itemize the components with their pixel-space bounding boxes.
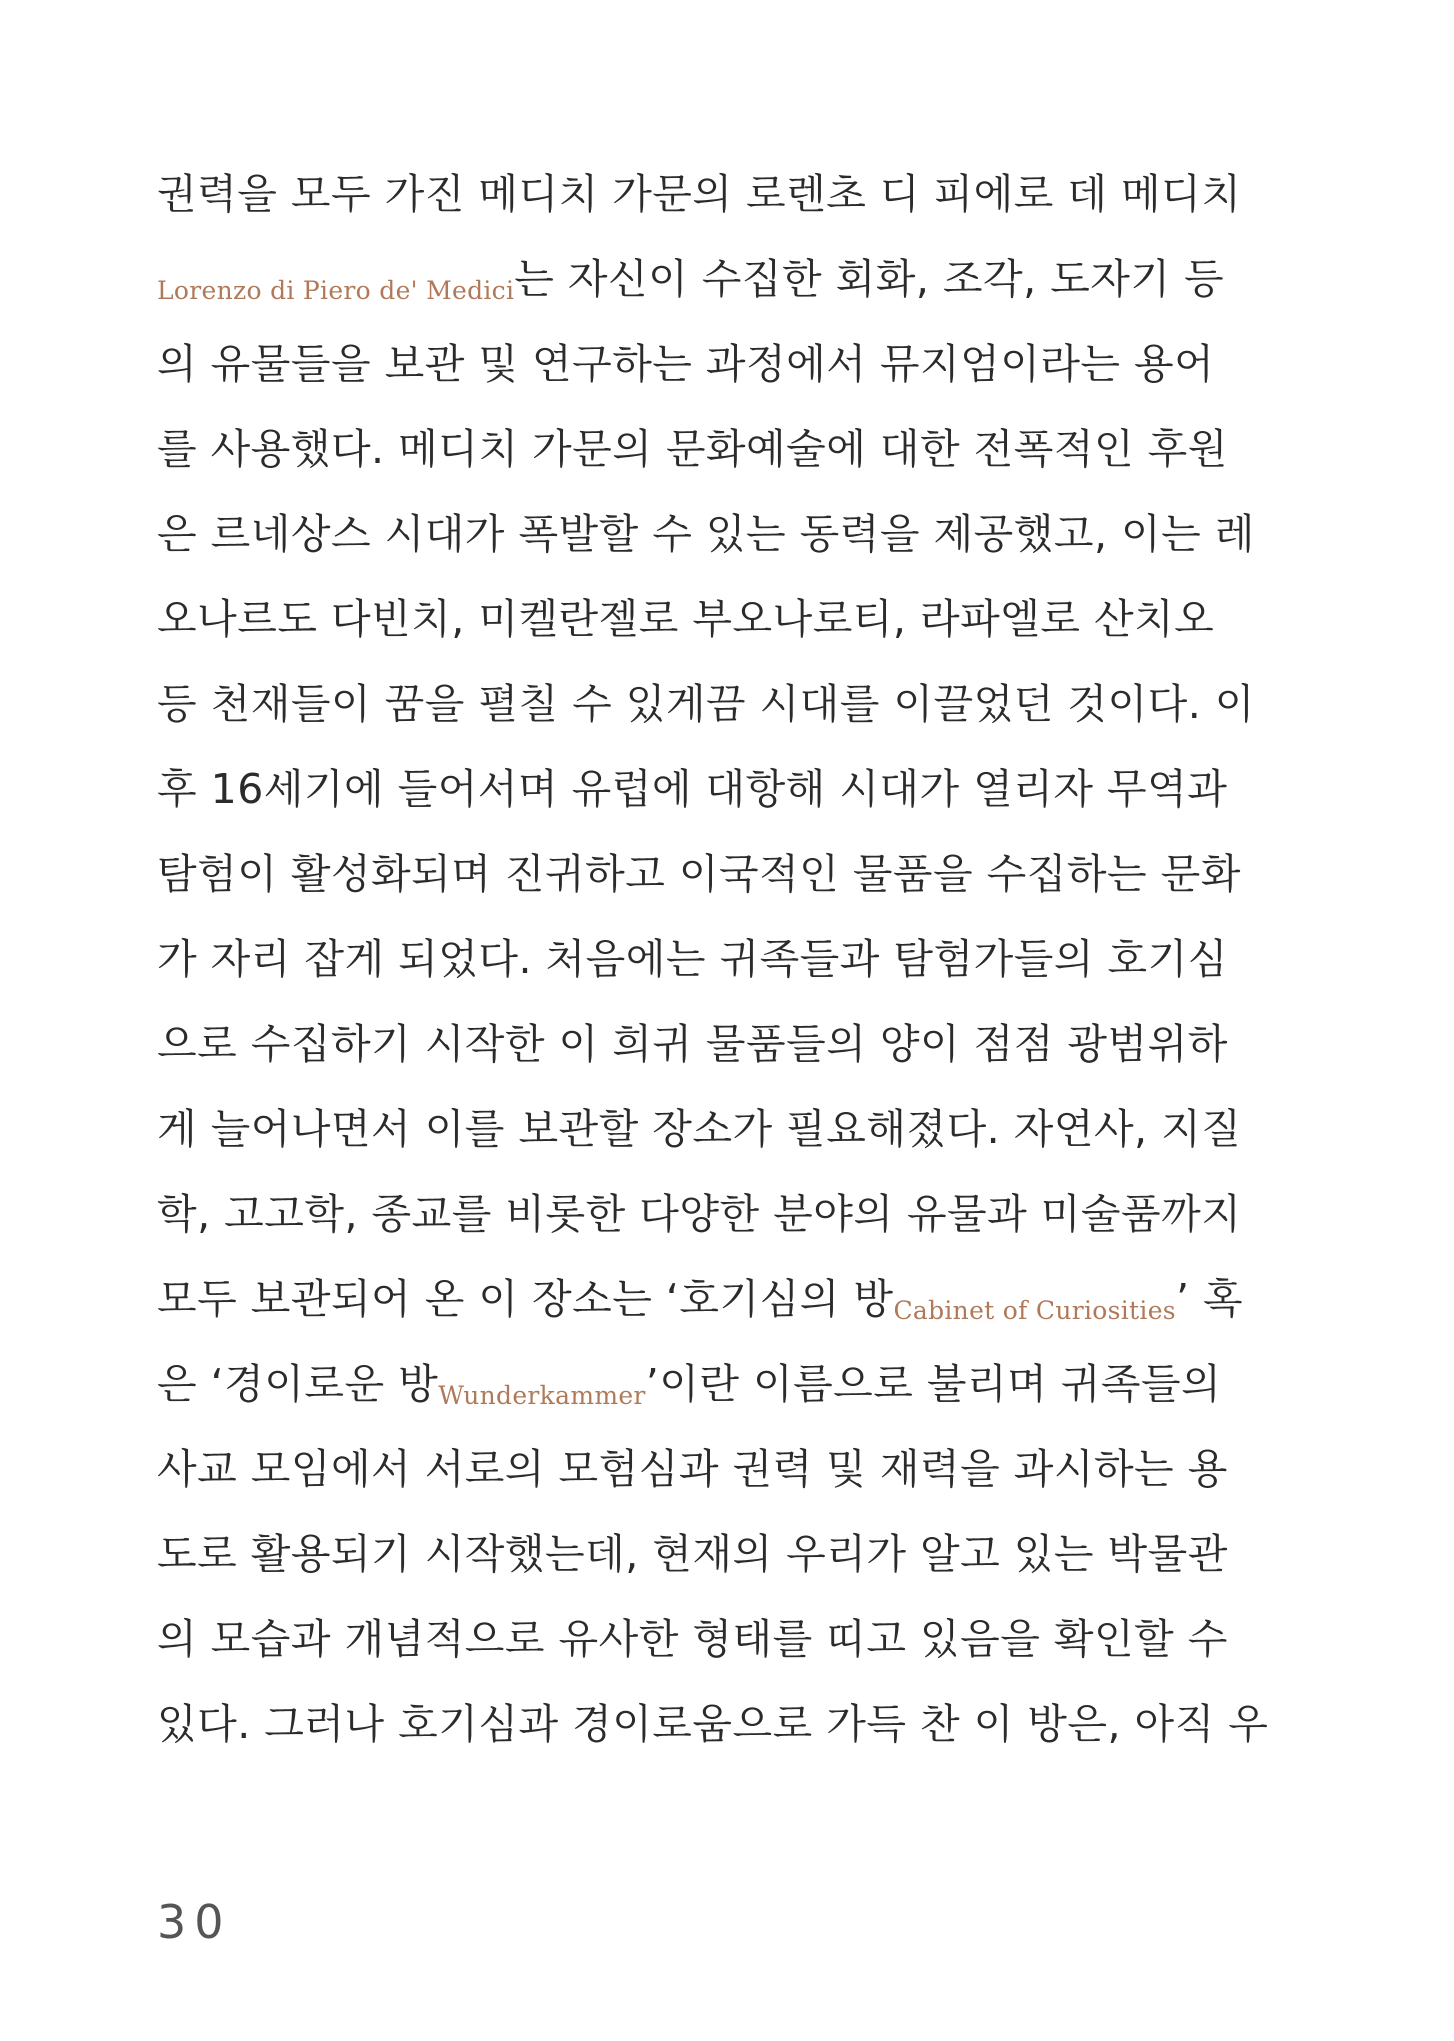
text-segment: 도로 활용되기 시작했는데, 현재의 우리가 알고 있는 박물관 [157,1530,1228,1578]
text-line [157,832,1241,917]
text-segment: 으로 수집하기 시작한 이 희귀 물품들의 양이 점점 광범위하 [157,1020,1228,1068]
text-segment: 은 르네상스 시대가 폭발할 수 있는 동력을 제공했고, 이는 레 [157,510,1255,558]
text-line [157,1257,1244,1342]
foreign-term-gloss: Cabinet of Curiosities [893,1296,1176,1325]
text-line [157,1682,1269,1767]
text-segment: 등 천재들이 꿈을 펼칠 수 있게끔 시대를 이끌었던 것이다. 이 [157,680,1255,728]
text-segment: 를 사용했다. 메디치 가문의 문화예술에 대한 전폭적인 후원 [157,425,1228,473]
foreign-term-gloss: Wunderkammer [438,1381,646,1410]
text-segment: 가 자리 잡게 되었다. 처음에는 귀족들과 탐험가들의 호기심 [157,935,1228,983]
text-segment: 오나르도 다빈치, 미켈란젤로 부오나로티, 라파엘로 산치오 [157,595,1215,643]
text-line [157,237,1225,322]
text-line [157,577,1215,662]
text-segment: 후 16세기에 들어서며 유럽에 대항해 시대가 열리자 무역과 [157,765,1228,813]
text-line [157,152,1242,237]
text-line [157,1597,1228,1682]
text-segment: 모두 보관되어 온 이 장소는 ‘호기심의 방 [157,1275,894,1323]
text-segment: 는 자신이 수집한 회화, 조각, 도자기 등 [514,255,1225,303]
text-segment: 사교 모임에서 서로의 모험심과 권력 및 재력을 과시하는 용 [157,1445,1228,1493]
text-line [157,1087,1242,1172]
text-segment: ’ 혹 [1175,1275,1244,1323]
body-text [157,152,1269,1767]
text-line [157,1427,1228,1512]
text-line [157,1002,1228,1087]
text-segment: 은 ‘경이로운 방 [157,1360,439,1408]
text-line [157,917,1228,1002]
text-segment: 게 늘어나면서 이를 보관할 장소가 필요해졌다. 자연사, 지질 [157,1105,1242,1153]
text-segment: ’이란 이름으로 불리며 귀족들의 [645,1360,1222,1408]
text-line [157,322,1215,407]
text-line [157,407,1228,492]
text-line [157,1342,1222,1427]
text-segment: 학, 고고학, 종교를 비롯한 다양한 분야의 유물과 미술품까지 [157,1190,1242,1238]
foreign-term-gloss: Lorenzo di Piero de' Medici [157,276,515,305]
text-line [157,1172,1242,1257]
text-line [157,1512,1228,1597]
text-line [157,492,1255,577]
text-segment: 탐험이 활성화되며 진귀하고 이국적인 물품을 수집하는 문화 [157,850,1241,898]
text-segment: 있다. 그러나 호기심과 경이로움으로 가득 찬 이 방은, 아직 우 [157,1700,1269,1748]
text-segment: 권력을 모두 가진 메디치 가문의 로렌초 디 피에로 데 메디치 [157,170,1242,218]
page-number: 30 [157,1895,232,1949]
text-line [157,747,1228,832]
text-segment: 의 유물들을 보관 및 연구하는 과정에서 뮤지엄이라는 용어 [157,340,1215,388]
text-line [157,662,1255,747]
text-segment: 의 모습과 개념적으로 유사한 형태를 띠고 있음을 확인할 수 [157,1615,1228,1663]
